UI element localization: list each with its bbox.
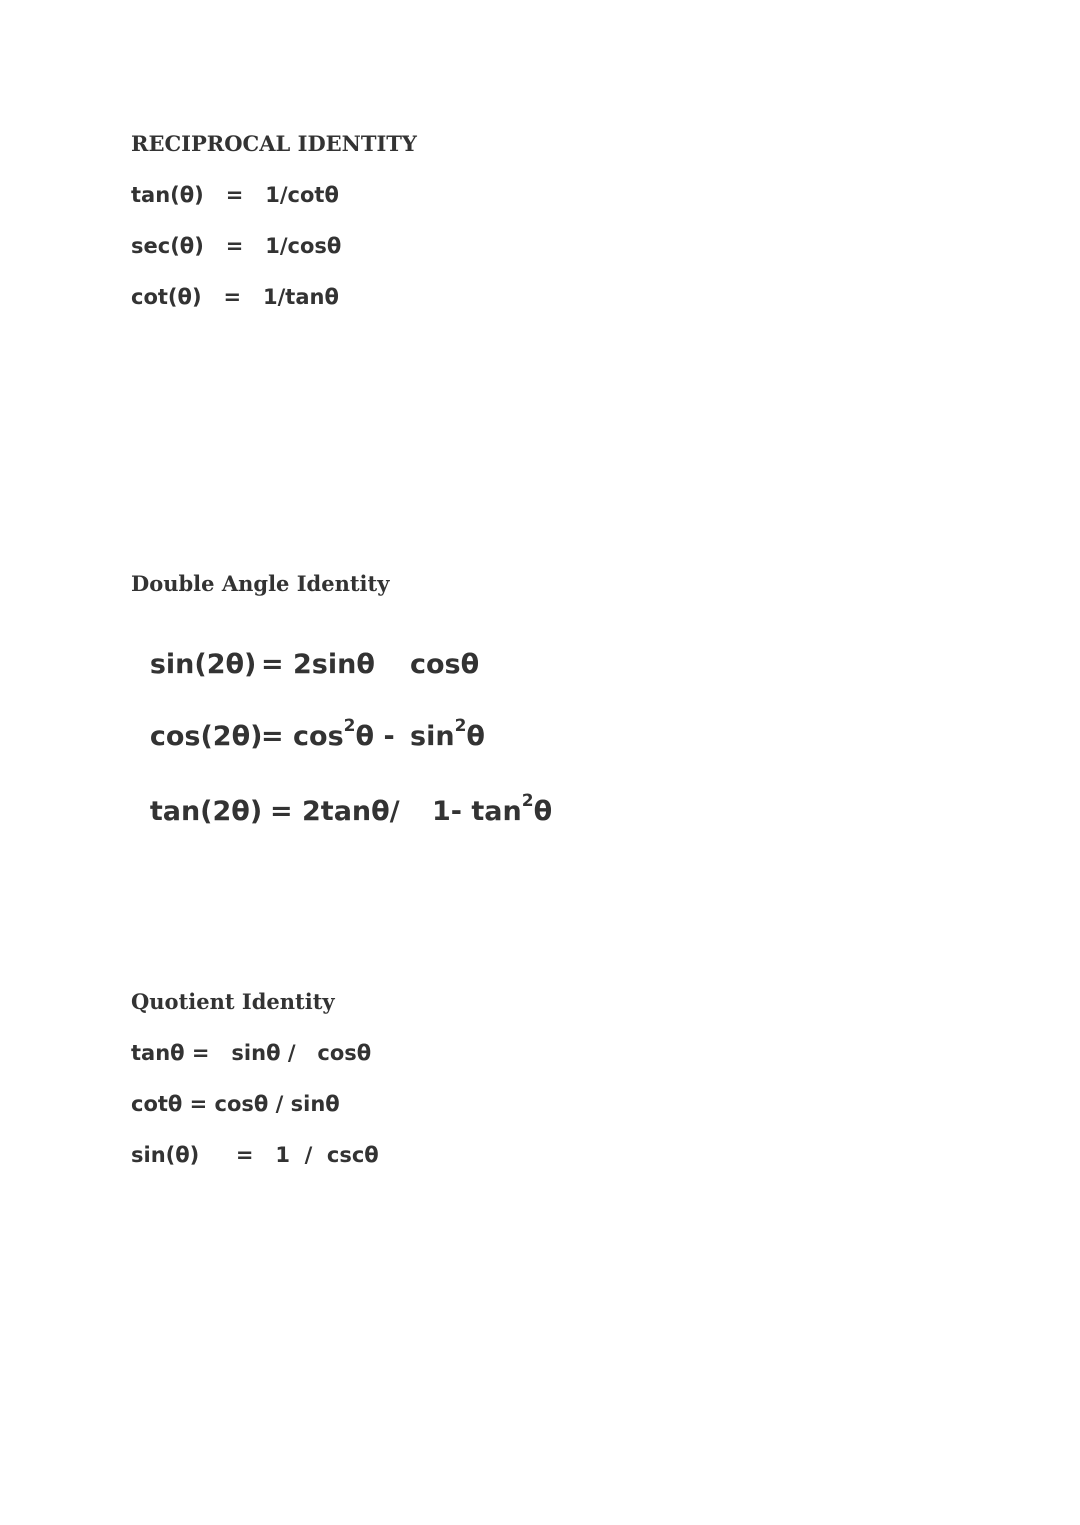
cos2-rhs-left [261,716,395,752]
quotient-tan-line: tanθ = sinθ / cosθ [131,1041,372,1065]
cos2-exponent-2: 2 [454,716,467,736]
tan2-c: θ [533,796,553,827]
reciprocal-cot-line: cot(θ) = 1/tanθ [131,285,339,309]
quotient-cot-line: cotθ = cosθ / sinθ [131,1092,340,1116]
cos2-c: sin [410,721,455,752]
tan2-rhs-right [432,791,553,827]
cos2-d: θ [466,721,485,752]
sin2-rhs-b: cosθ [410,649,480,680]
quotient-identity-heading: Quotient Identity [131,989,335,1014]
reciprocal-identity-heading: RECIPROCAL IDENTITY [131,131,417,156]
cos2-rhs-right [410,716,485,752]
tan2-exponent: 2 [521,791,534,811]
tan2-rhs-a: = 2tanθ/ [270,796,400,827]
reciprocal-sec-line: sec(θ) = 1/cosθ [131,234,342,258]
tan2-lhs: tan(2θ) [149,796,263,827]
double-angle-cos-line [131,696,485,752]
quotient-sin-line: sin(θ) = 1 / cscθ [131,1143,379,1167]
cos2-a: = cos [261,721,344,752]
cos2-b: θ - [355,721,395,752]
double-angle-heading: Double Angle Identity [131,571,390,596]
cos2-lhs: cos(2θ) [149,721,263,752]
double-angle-sin-line [131,624,480,680]
tan2-b: 1- tan [432,796,522,827]
sin2-rhs-a: = 2sinθ [261,649,375,680]
sin2-lhs: sin(2θ) [149,649,257,680]
double-angle-tan-line [131,771,553,827]
reciprocal-tan-line: tan(θ) = 1/cotθ [131,183,339,207]
cos2-exponent-1: 2 [343,716,356,736]
